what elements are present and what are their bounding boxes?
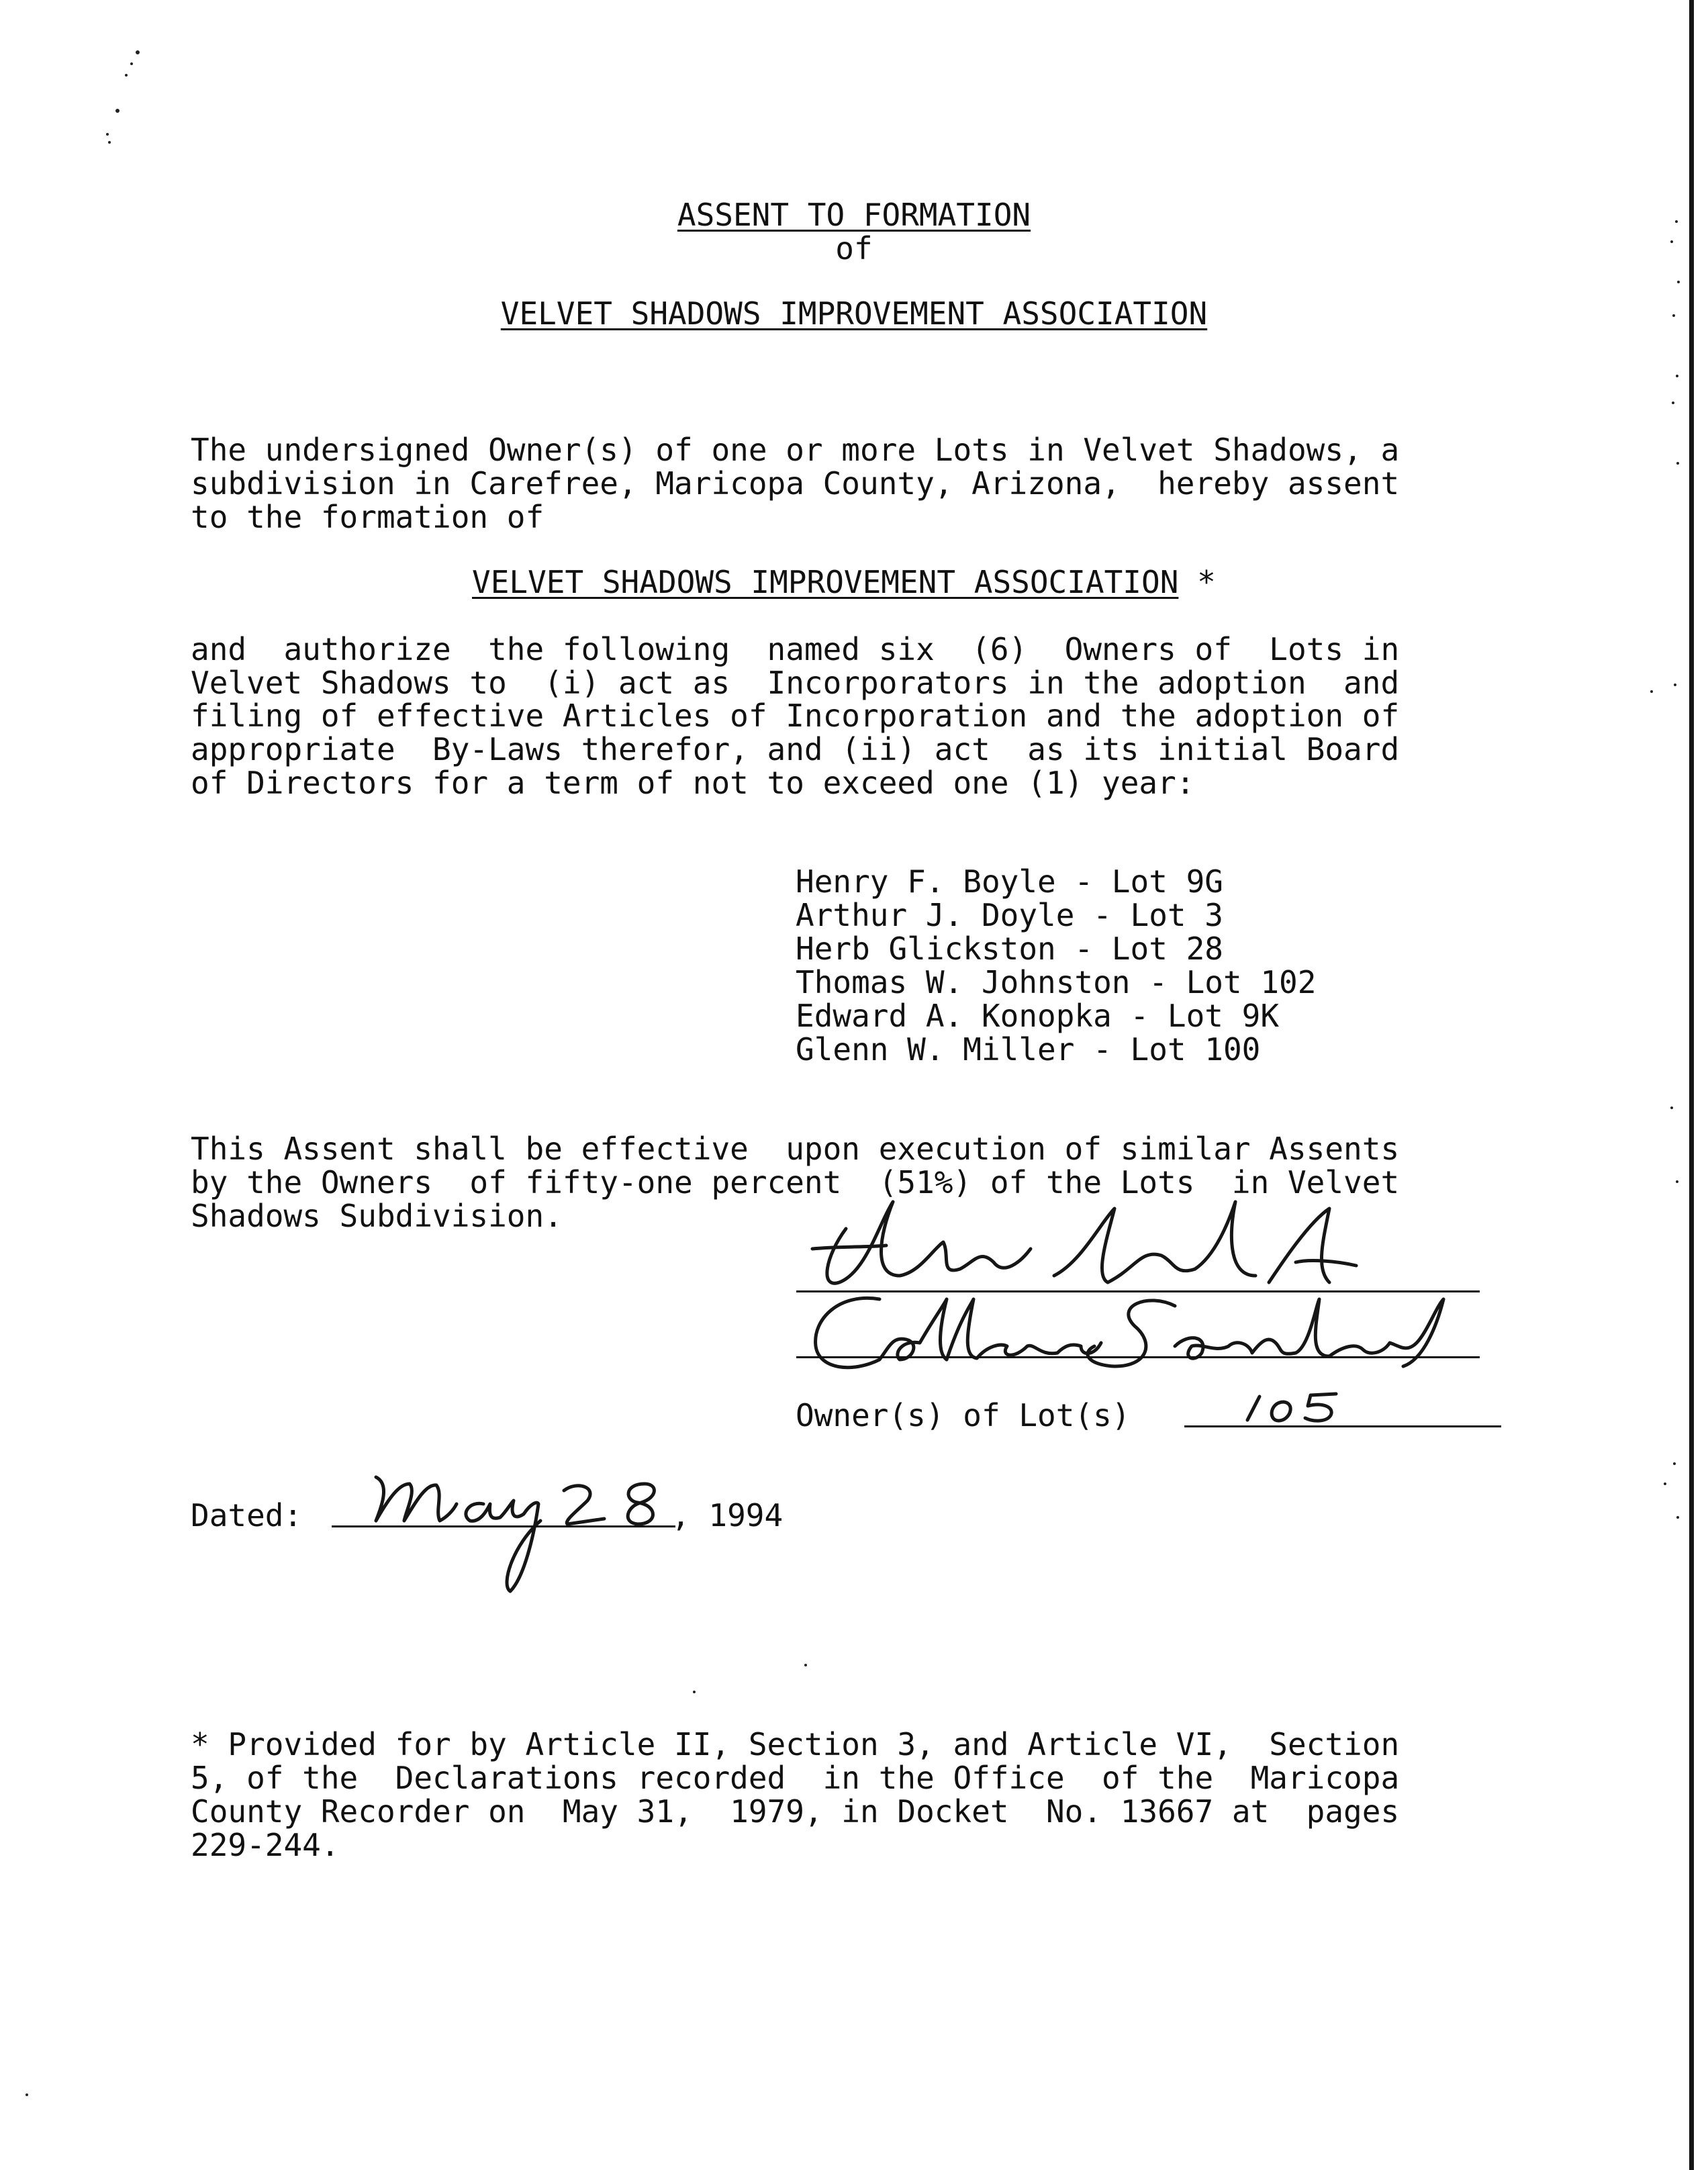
owner-list-item: Thomas W. Johnston - Lot 102 <box>796 964 1317 1000</box>
association-name: VELVET SHADOWS IMPROVEMENT ASSOCIATION <box>472 564 1179 600</box>
authorize-line: appropriate By-Laws therefor, and (ii) act as its initial Board <box>191 731 1400 767</box>
footnote-asterisk: * <box>1197 564 1216 600</box>
effective-line: Shadows Subdivision. <box>191 1198 563 1234</box>
dated-handwritten <box>363 1464 685 1605</box>
dated-line <box>332 1525 675 1527</box>
association-title: VELVET SHADOWS IMPROVEMENT ASSOCIATION <box>500 295 1208 332</box>
authorize-line: filing of effective Articles of Incorporation and the adoption of <box>191 698 1400 734</box>
effective-line: by the Owners of fifty-one percent (51%) of the Lots in Velvet <box>191 1164 1400 1200</box>
association-heading <box>472 565 1216 599</box>
owner-list-item: Henry F. Boyle - Lot 9G <box>796 863 1223 900</box>
owner-list-item: Herb Glickston - Lot 28 <box>796 931 1223 967</box>
intro-line: The undersigned Owner(s) of one or more Lots in Velvet Shadows, a <box>191 432 1400 468</box>
intro-line: subdivision in Carefree, Maricopa County, Arizona, hereby assent <box>191 465 1400 502</box>
owner-list-item: Arthur J. Doyle - Lot 3 <box>796 897 1223 933</box>
footnote-line: 229-244. <box>191 1827 340 1863</box>
signature-line-2 <box>796 1356 1480 1358</box>
signature-2 <box>799 1279 1457 1380</box>
authorize-line: and authorize the following named six (6) Owners of Lots in <box>191 631 1400 667</box>
document-title: ASSENT TO FORMATION <box>677 197 1031 233</box>
intro-line: to the formation of <box>191 499 544 535</box>
title-of: of <box>835 230 873 267</box>
authorize-line: of Directors for a term of not to exceed one (1) year: <box>191 765 1195 801</box>
owner-lots-label: Owner(s) of Lot(s) <box>796 1397 1131 1433</box>
dated-label: Dated: <box>191 1497 303 1534</box>
authorize-line: Velvet Shadows to (i) act as Incorporators in the adoption and <box>191 665 1400 701</box>
owner-list-item: Edward A. Konopka - Lot 9K <box>796 998 1280 1034</box>
footnote-line: 5, of the Declarations recorded in the Office of the Maricopa <box>191 1760 1400 1796</box>
owner-list-item: Glenn W. Miller - Lot 100 <box>796 1031 1261 1068</box>
footnote-line: * Provided for by Article II, Section 3, and Article VI, Section <box>191 1726 1400 1762</box>
dated-year: , 1994 <box>671 1497 784 1534</box>
owner-lots-value <box>1235 1383 1370 1430</box>
effective-line: This Assent shall be effective upon execution of similar Assents <box>191 1131 1400 1167</box>
footnote-line: County Recorder on May 31, 1979, in Docket No. 13667 at pages <box>191 1793 1400 1830</box>
owner-lots-line <box>1184 1425 1501 1427</box>
